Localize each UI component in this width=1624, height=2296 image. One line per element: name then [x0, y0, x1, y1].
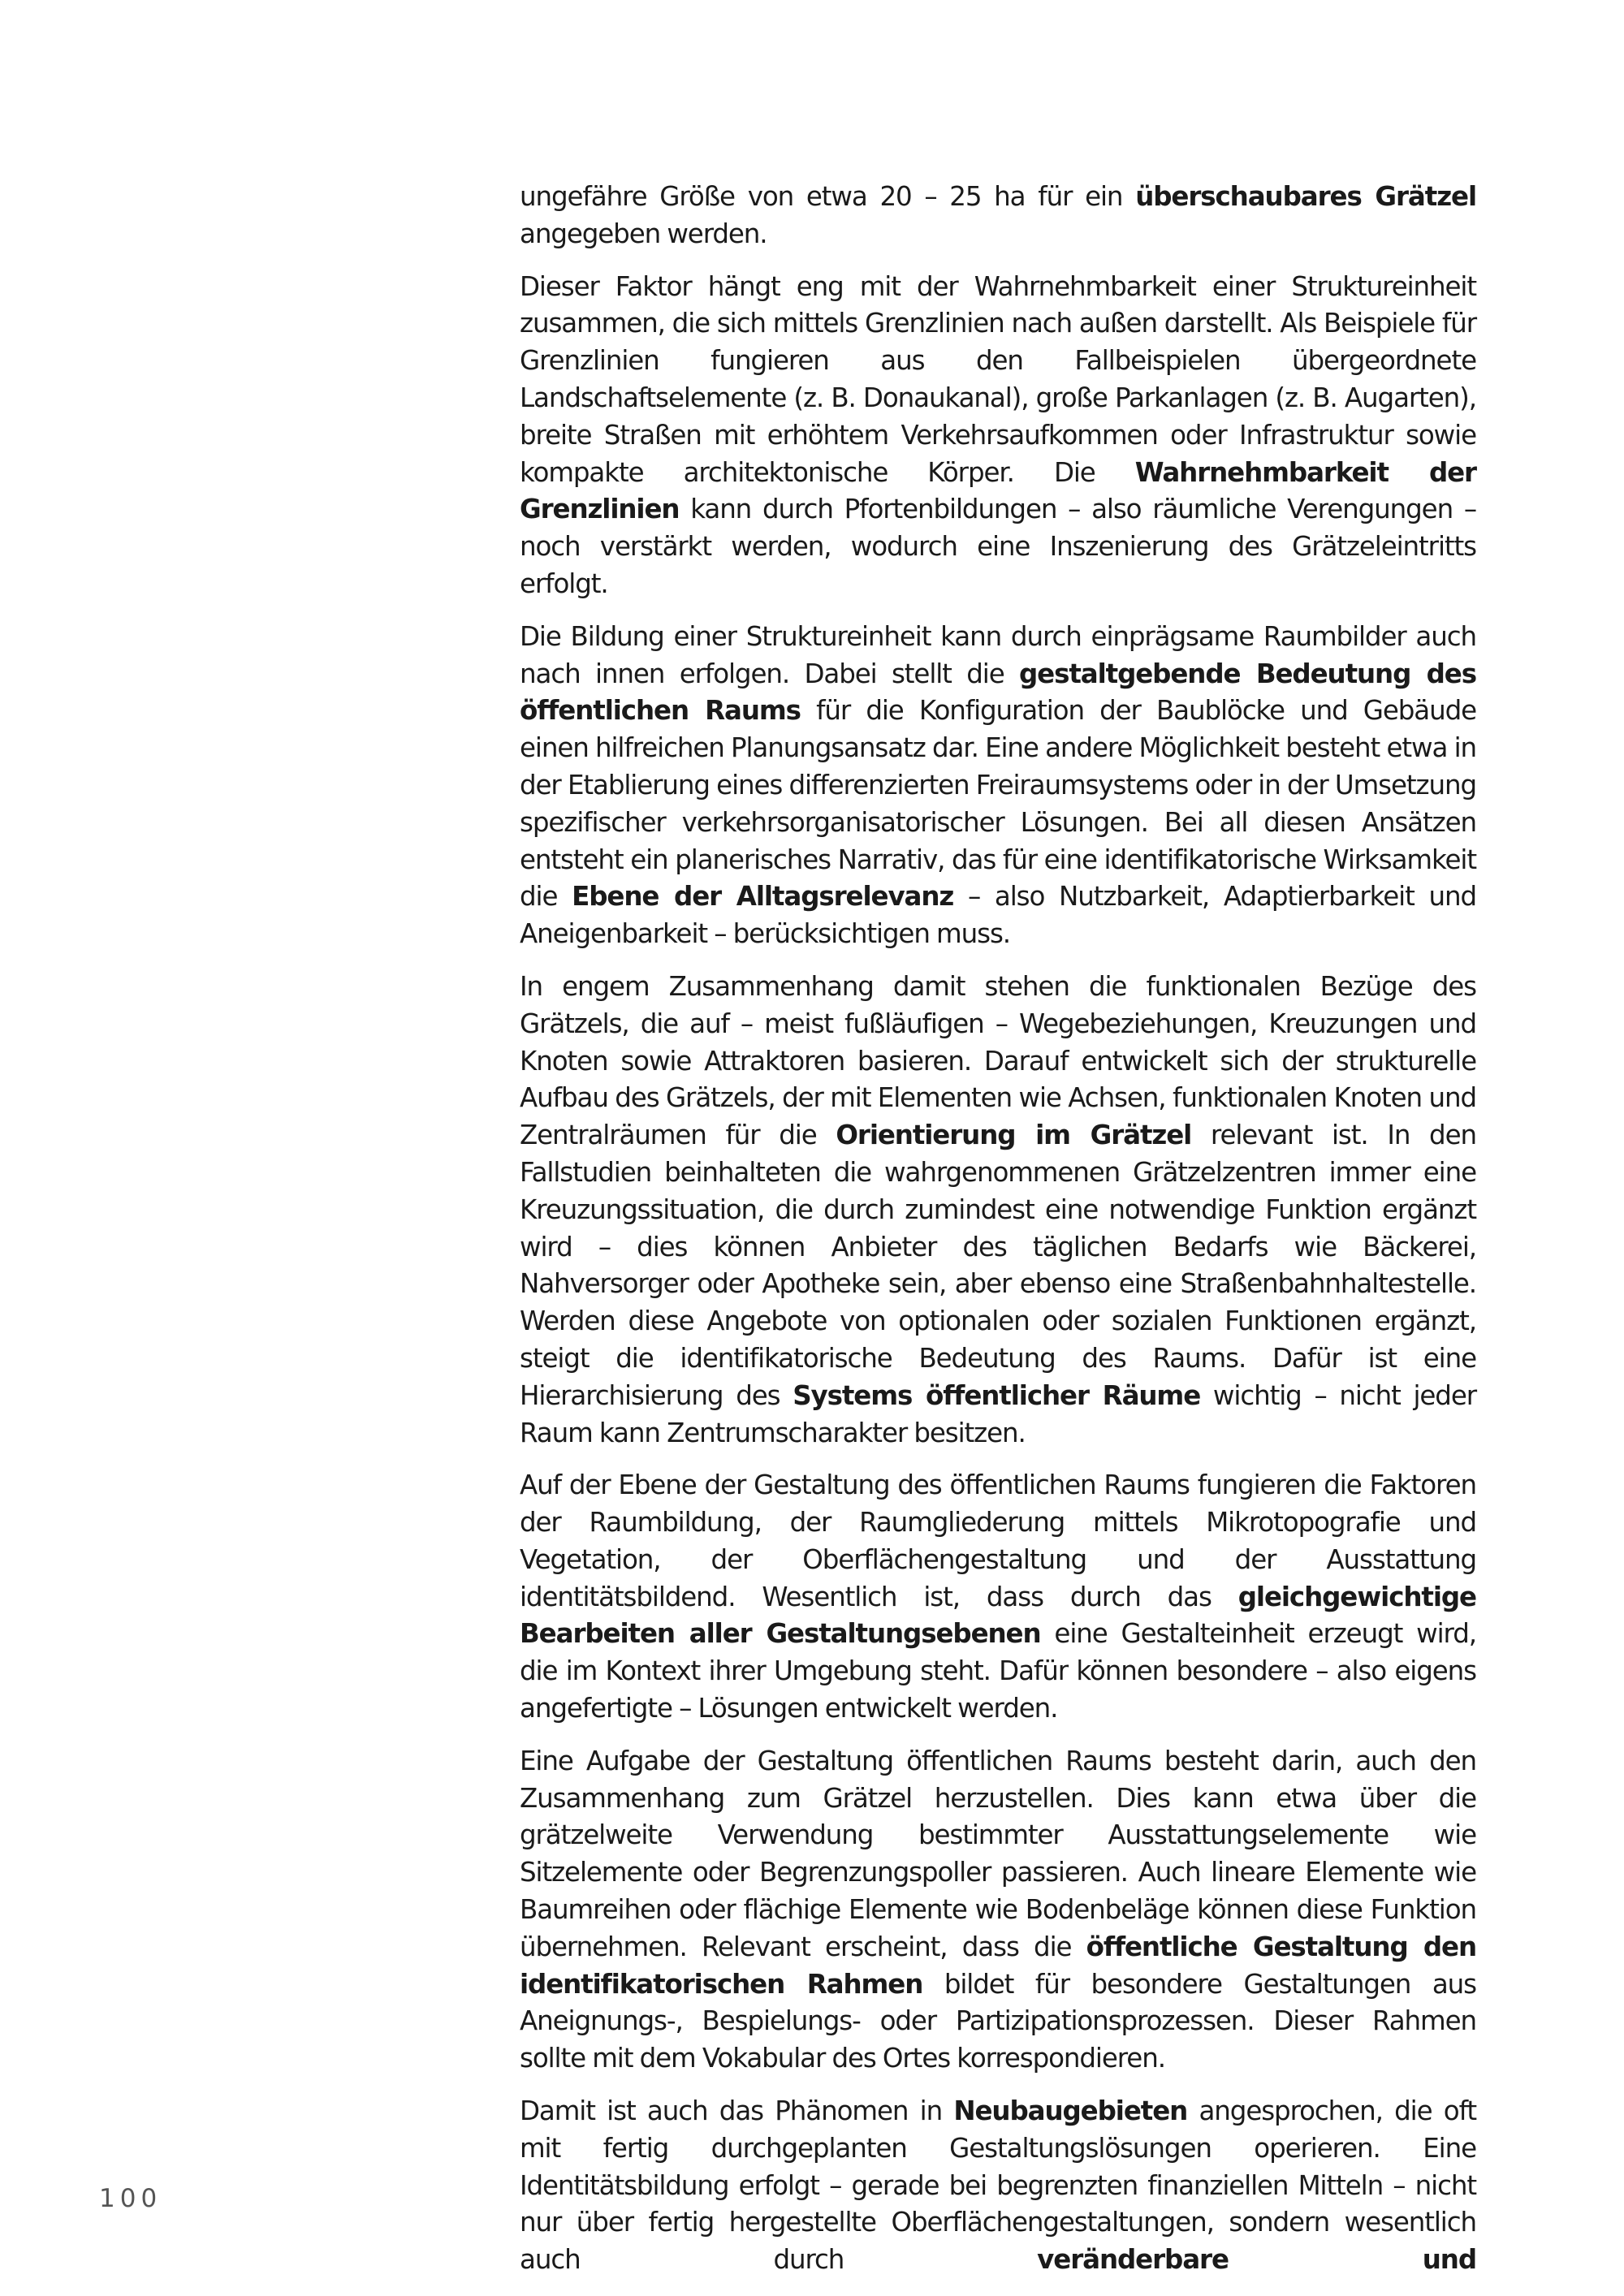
bold-phrase: Neubaugebieten [953, 2095, 1188, 2127]
bold-phrase: gleichgewichtige Bearbeiten aller Gestaltungsebenen [520, 1581, 1476, 1650]
paragraph [520, 2093, 1476, 2279]
body-text-column [520, 179, 1476, 2279]
paragraph [520, 269, 1476, 603]
paragraph [520, 179, 1476, 253]
text-run: Die Bildung einer Struktureinheit kann durch einprägsame Raumbilder auch nach innen erfolgen. Dabei stellt die [520, 620, 1476, 689]
bold-phrase: Wahrnehmbarkeit der Grenzlinien [520, 456, 1476, 525]
text-run: angesprochen, die oft mit fertig durchgeplanten Gestaltungslösungen operieren. Eine Identitätsbildung erfolgt – gerade bei begrenzten finanziellen Mitteln – nicht nur über fertig hergestellte Oberflächengestaltungen, sondern wesentlich auch durch [520, 2095, 1476, 2276]
text-run: Auf der Ebene der Gestaltung des öffentlichen Raums fungieren die Faktoren der Raumbildung, der Raumgliederung mittels Mikrotopografie und Vegetation, der Oberflächengestaltung und der Ausstattung identitätsbildend. Wesentlich ist, dass durch das [520, 1470, 1476, 1612]
text-run: eine Gestalteinheit erzeugt wird, die im Kontext ihrer Umgebung steht. Dafür können besondere – also eigens angefertigte – Lösungen entwickelt werden. [520, 1618, 1476, 1724]
paragraph [520, 969, 1476, 1452]
text-run: Dieser Faktor hängt eng mit der Wahrnehmbarkeit einer Struktureinheit zusammen, die sich mittels Grenzlinien nach außen darstellt. Als Beispiele für Grenzlinien fungieren aus den Fallbeispielen übergeordnete Landschaftselemente (z. B. Donaukanal), große Parkanlagen (z. B. Augarten), breite Straßen mit erhöhtem Verkehrsaufkommen oder Infrastruktur sowie kompakte architektonische Körper. Die [520, 270, 1476, 488]
text-run: bildet für besondere Gestaltungen aus Aneignungs-, Bespielungs- oder Partizipationsprozessen. Dieser Rahmen sollte mit dem Vokabular des Ortes korrespondieren. [520, 1968, 1476, 2074]
page-number: 100 [99, 2184, 162, 2213]
text-run: kann durch Pfortenbildungen – also räumliche Verengungen – noch verstärkt werden, wodurch eine Inszenierung des Grätzeleintritts erfolgt. [520, 494, 1476, 599]
bold-phrase: Ebene der Alltagsrelevanz [572, 881, 954, 913]
text-run: relevant ist. In den Fallstudien beinhalteten die wahrgenommenen Grätzelzentren immer eine Kreuzungssituation, die durch zumindest eine notwendige Funktion ergänzt wird – dies können Anbieter des täglichen Bedarfs wie Bäckerei, Nahversorger oder Apotheke sein, aber ebenso eine Straßenbahnhaltestelle. Werden diese Angebote von optionalen oder sozialen Funktionen ergänzt, steigt die identifikatorische Bedeutung des Raums. Dafür ist eine Hierarchisierung des [520, 1120, 1476, 1411]
text-run: Eine Aufgabe der Gestaltung öffentlichen Raums besteht darin, auch den Zusammenhang zum Grätzel herzustellen. Dies kann etwa über die grätzelweite Verwendung bestimmter Ausstattungselemente wie Sitzelemente oder Begrenzungspoller passieren. Auch lineare Elemente wie Baumreihen oder flächige Elemente wie Bodenbeläge können diese Funktion übernehmen. Relevant erscheint, dass die [520, 1745, 1476, 1962]
text-run: für die Konfiguration der Baublöcke und Gebäude einen hilfreichen Planungsansatz dar. Eine andere Möglichkeit besteht etwa in der Etablierung eines differenzierten Freiraumsystems oder in der Umsetzung spezifischer verkehrsorganisatorischer Lösungen. Bei all diesen Ansätzen entsteht ein planerisches Narrativ, das für eine identifikatorische Wirksamkeit die [520, 695, 1476, 913]
bold-phrase: Systems öffentlicher Räume [793, 1379, 1201, 1411]
paragraph [520, 1743, 1476, 2078]
bold-phrase: überschaubares Grätzel [1135, 181, 1476, 212]
text-run: Damit ist auch das Phänomen in [520, 2095, 954, 2127]
bold-phrase: öffentliche Gestaltung den identifikatorischen Rahmen [520, 1931, 1477, 2000]
bold-phrase: Orientierung im Grätzel [836, 1120, 1192, 1151]
text-run: In engem Zusammenhang damit stehen die funktionalen Bezüge des Grätzels, die auf – meist fußläufigen – Wegebeziehungen, Kreuzungen und Knoten sowie Attraktoren basieren. Darauf entwickelt sich der strukturelle Aufbau des Grätzels, der mit Elementen wie Achsen, funktionalen Knoten und Zentralräumen für die [520, 970, 1476, 1151]
bold-phrase: gestaltgebende Bedeutung des öffentlichen Raums [520, 658, 1476, 727]
text-run: – also Nutzbarkeit, Adaptierbarkeit und Aneigenbarkeit – berücksichtigen muss. [520, 881, 1476, 950]
paragraph [520, 1467, 1476, 1728]
text-run: ungefähre Größe von etwa 20 – 25 ha für ein [520, 181, 1136, 212]
paragraph [520, 619, 1476, 953]
bold-phrase: veränderbare und [1037, 2244, 1476, 2276]
text-run: wichtig – nicht jeder Raum kann Zentrumscharakter besitzen. [520, 1379, 1476, 1448]
text-run: angegeben werden. [520, 218, 767, 249]
